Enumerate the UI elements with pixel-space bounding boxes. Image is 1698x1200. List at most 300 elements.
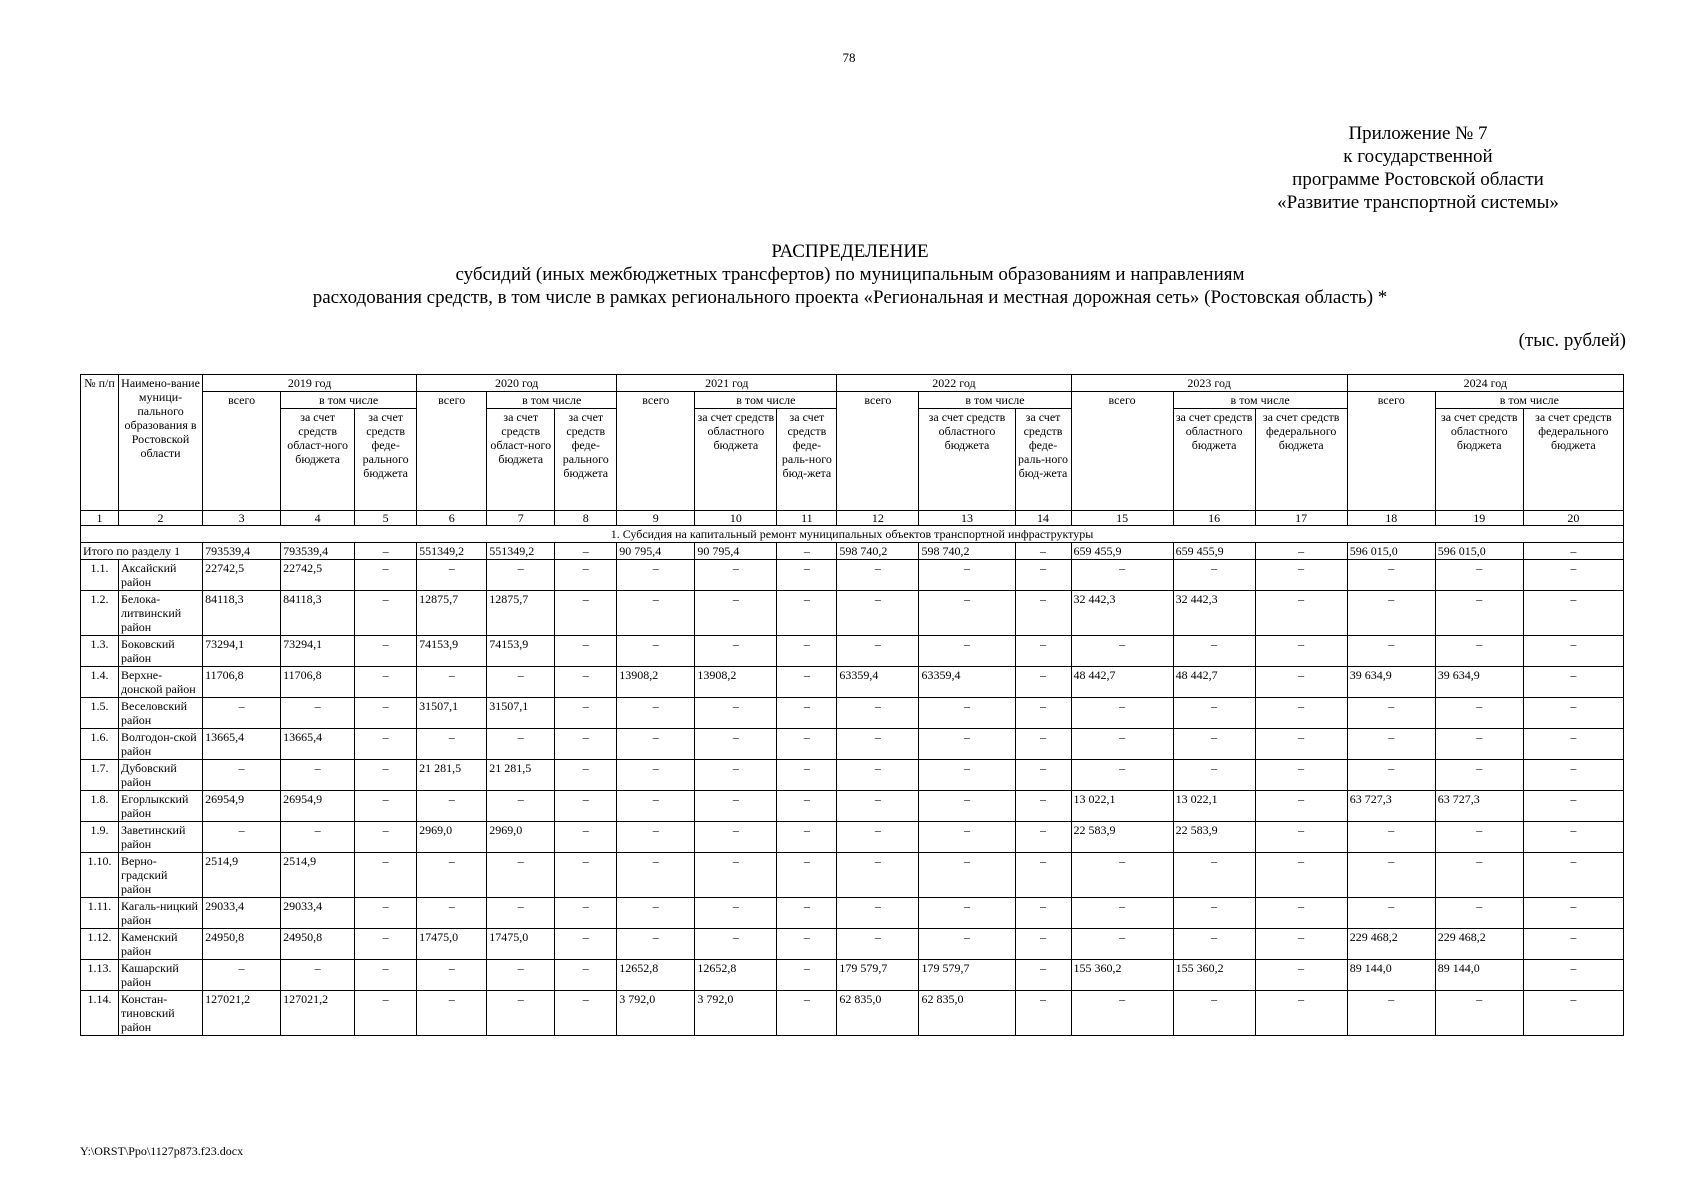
value-cell: 84118,3 (281, 591, 355, 636)
table-row (81, 591, 1624, 636)
value-cell: – (777, 560, 837, 591)
value-cell: 12652,8 (695, 960, 777, 991)
value-cell: – (617, 560, 695, 591)
value-cell: 29033,4 (203, 898, 281, 929)
value-cell: – (1523, 898, 1623, 929)
value-cell: – (1435, 991, 1523, 1036)
value-cell: – (487, 991, 555, 1036)
value-cell: – (1523, 991, 1623, 1036)
value-cell: – (777, 636, 837, 667)
value-cell: – (1347, 636, 1435, 667)
table-row (81, 898, 1624, 929)
value-cell: 26954,9 (203, 791, 281, 822)
value-cell: – (281, 698, 355, 729)
value-cell: – (777, 822, 837, 853)
column-index: 20 (1523, 511, 1623, 526)
value-cell: – (555, 960, 617, 991)
value-cell: – (555, 929, 617, 960)
value-cell: – (1523, 960, 1623, 991)
column-index: 19 (1435, 511, 1523, 526)
column-index: 9 (617, 511, 695, 526)
value-cell: – (1435, 898, 1523, 929)
value-cell: 12875,7 (487, 591, 555, 636)
value-cell: – (417, 667, 487, 698)
row-number: 1.12. (81, 929, 119, 960)
value-cell: 26954,9 (281, 791, 355, 822)
value-cell: – (1173, 760, 1255, 791)
value-cell: – (203, 960, 281, 991)
table-row (81, 729, 1624, 760)
row-number: 1.2. (81, 591, 119, 636)
value-cell: – (355, 591, 417, 636)
incl-header: в том числе (487, 392, 617, 409)
value-cell: – (695, 791, 777, 822)
value-cell: – (1015, 560, 1071, 591)
value-cell: – (355, 729, 417, 760)
incl-header: в том числе (1173, 392, 1347, 409)
value-cell: 13 022,1 (1071, 791, 1173, 822)
value-cell: – (695, 898, 777, 929)
year-header: 2020 год (417, 375, 617, 392)
value-cell: – (1173, 853, 1255, 898)
value-cell: – (355, 636, 417, 667)
value-cell: 73294,1 (281, 636, 355, 667)
value-cell: 229 468,2 (1435, 929, 1523, 960)
value-cell: – (777, 667, 837, 698)
value-cell: – (355, 991, 417, 1036)
value-cell: – (837, 729, 919, 760)
value-cell: – (777, 929, 837, 960)
value-cell: – (777, 760, 837, 791)
value-cell: – (555, 898, 617, 929)
value-cell: 74153,9 (487, 636, 555, 667)
value-cell: – (617, 591, 695, 636)
value-cell: 32 442,3 (1173, 591, 1255, 636)
total-header: всего (1071, 392, 1173, 511)
value-cell: – (555, 698, 617, 729)
value-cell: 793539,4 (203, 543, 281, 560)
value-cell: – (837, 560, 919, 591)
value-cell: – (1523, 853, 1623, 898)
value-cell: 62 835,0 (837, 991, 919, 1036)
value-cell: – (1015, 960, 1071, 991)
value-cell: – (1071, 636, 1173, 667)
column-index: 16 (1173, 511, 1255, 526)
value-cell: 13908,2 (695, 667, 777, 698)
municipality-name: Дубовский район (119, 760, 203, 791)
value-cell: 2514,9 (281, 853, 355, 898)
value-cell: – (417, 960, 487, 991)
value-cell: – (1255, 991, 1347, 1036)
value-cell: – (777, 591, 837, 636)
value-cell: – (1347, 698, 1435, 729)
total-header: всего (837, 392, 919, 511)
value-cell: 32 442,3 (1071, 591, 1173, 636)
value-cell: – (355, 560, 417, 591)
value-cell: – (555, 853, 617, 898)
incl-header: в том числе (281, 392, 417, 409)
value-cell: – (1255, 729, 1347, 760)
value-cell: – (617, 698, 695, 729)
value-cell: – (355, 543, 417, 560)
value-cell: – (1255, 898, 1347, 929)
column-index: 12 (837, 511, 919, 526)
column-index: 17 (1255, 511, 1347, 526)
value-cell: – (355, 698, 417, 729)
column-index-row (81, 511, 1624, 526)
value-cell: 48 442,7 (1071, 667, 1173, 698)
federal-budget-header: за счет средств феде-рального бюджета (555, 409, 617, 511)
value-cell: – (555, 791, 617, 822)
value-cell: 13 022,1 (1173, 791, 1255, 822)
value-cell: – (1347, 591, 1435, 636)
column-index: 18 (1347, 511, 1435, 526)
value-cell: – (1015, 729, 1071, 760)
value-cell: – (487, 853, 555, 898)
value-cell: – (919, 822, 1015, 853)
value-cell: – (777, 960, 837, 991)
year-header: 2019 год (203, 375, 417, 392)
value-cell: 39 634,9 (1347, 667, 1435, 698)
value-cell: 21 281,5 (487, 760, 555, 791)
value-cell: – (487, 667, 555, 698)
value-cell: 551349,2 (487, 543, 555, 560)
value-cell: – (1347, 991, 1435, 1036)
row-number: 1.14. (81, 991, 119, 1036)
value-cell: 596 015,0 (1435, 543, 1523, 560)
value-cell: – (837, 698, 919, 729)
regional-budget-header: за счет средств област-ного бюджета (487, 409, 555, 511)
row-number: 1.4. (81, 667, 119, 698)
value-cell: – (1173, 560, 1255, 591)
page-number: 78 (842, 50, 856, 65)
appendix-line: к государственной (1343, 146, 1493, 167)
units-label: (тыс. рублей) (1518, 330, 1626, 351)
value-cell: 2514,9 (203, 853, 281, 898)
column-index: 13 (919, 511, 1015, 526)
row-number: 1.10. (81, 853, 119, 898)
row-number: 1.13. (81, 960, 119, 991)
value-cell: – (555, 543, 617, 560)
value-cell: – (1173, 991, 1255, 1036)
value-cell: – (837, 636, 919, 667)
value-cell: 551349,2 (417, 543, 487, 560)
municipality-name: Кашарский район (119, 960, 203, 991)
section-title: 1. Субсидия на капитальный ремонт муниципальных объектов транспортной инфраструктуры (81, 526, 1624, 543)
column-index: 15 (1071, 511, 1173, 526)
column-index: 5 (355, 511, 417, 526)
value-cell: – (1173, 636, 1255, 667)
value-cell: – (919, 729, 1015, 760)
value-cell: 63 727,3 (1435, 791, 1523, 822)
value-cell: – (1347, 560, 1435, 591)
municipality-name: Кагаль-ницкий район (119, 898, 203, 929)
value-cell: – (1523, 791, 1623, 822)
value-cell: – (1015, 543, 1071, 560)
col-header-name: Наимено-вание муници-пального образования в Ростовской области (119, 375, 203, 511)
row-number: 1.9. (81, 822, 119, 853)
value-cell: – (1015, 898, 1071, 929)
value-cell: 155 360,2 (1071, 960, 1173, 991)
value-cell: – (837, 929, 919, 960)
title-line: расходования средств, в том числе в рамках регионального проекта «Региональная и местная дорожная сеть» (Ростовская область) * (312, 287, 1388, 308)
value-cell: – (1071, 729, 1173, 760)
value-cell: – (355, 898, 417, 929)
value-cell: 48 442,7 (1173, 667, 1255, 698)
file-path-footer: Y:\ORST\Ppo\1127p873.f23.docx (80, 1144, 244, 1158)
value-cell: – (487, 791, 555, 822)
regional-budget-header: за счет средств областного бюджета (1435, 409, 1523, 511)
column-index: 10 (695, 511, 777, 526)
value-cell: – (1255, 822, 1347, 853)
value-cell: – (1523, 560, 1623, 591)
value-cell: – (417, 853, 487, 898)
regional-budget-header: за счет средств област-ного бюджета (281, 409, 355, 511)
value-cell: – (837, 760, 919, 791)
value-cell: – (695, 929, 777, 960)
value-cell: 63 727,3 (1347, 791, 1435, 822)
total-header: всего (617, 392, 695, 511)
column-index: 3 (203, 511, 281, 526)
value-cell: – (1173, 929, 1255, 960)
value-cell: – (1071, 560, 1173, 591)
column-index: 11 (777, 511, 837, 526)
value-cell: – (1523, 667, 1623, 698)
value-cell: – (1173, 729, 1255, 760)
value-cell: – (1015, 698, 1071, 729)
value-cell: – (1255, 543, 1347, 560)
value-cell: 63359,4 (919, 667, 1015, 698)
incl-header: в том числе (695, 392, 837, 409)
table-row (81, 698, 1624, 729)
value-cell: 13908,2 (617, 667, 695, 698)
value-cell: 22742,5 (281, 560, 355, 591)
federal-budget-header: за счет средств федерального бюджета (1523, 409, 1623, 511)
value-cell: – (919, 591, 1015, 636)
value-cell: – (777, 898, 837, 929)
value-cell: – (777, 729, 837, 760)
value-cell: – (1255, 636, 1347, 667)
value-cell: – (1173, 698, 1255, 729)
municipality-name: Каменский район (119, 929, 203, 960)
value-cell: – (1015, 760, 1071, 791)
value-cell: – (617, 791, 695, 822)
value-cell: 11706,8 (203, 667, 281, 698)
year-header: 2021 год (617, 375, 837, 392)
value-cell: – (1523, 591, 1623, 636)
value-cell: 179 579,7 (837, 960, 919, 991)
value-cell: 13665,4 (281, 729, 355, 760)
total-header: всего (1347, 392, 1435, 511)
total-row (81, 543, 1624, 560)
row-number: 1.5. (81, 698, 119, 729)
table-row (81, 929, 1624, 960)
value-cell: – (487, 729, 555, 760)
incl-header: в том числе (919, 392, 1071, 409)
value-cell: – (837, 822, 919, 853)
value-cell: – (1435, 698, 1523, 729)
value-cell: 90 795,4 (617, 543, 695, 560)
total-label: Итого по разделу 1 (81, 543, 203, 560)
regional-budget-header: за счет средств областного бюджета (1173, 409, 1255, 511)
municipality-name: Боковский район (119, 636, 203, 667)
value-cell: – (487, 560, 555, 591)
value-cell: 63359,4 (837, 667, 919, 698)
value-cell: – (203, 760, 281, 791)
value-cell: – (1435, 636, 1523, 667)
value-cell: – (695, 560, 777, 591)
year-header: 2022 год (837, 375, 1071, 392)
column-index: 4 (281, 511, 355, 526)
value-cell: – (1347, 729, 1435, 760)
municipality-name: Белока-литвинский район (119, 591, 203, 636)
table-row (81, 560, 1624, 591)
value-cell: – (1255, 667, 1347, 698)
value-cell: – (355, 791, 417, 822)
value-cell: – (1255, 853, 1347, 898)
value-cell: – (355, 929, 417, 960)
value-cell: – (695, 591, 777, 636)
value-cell: – (555, 667, 617, 698)
value-cell: – (617, 853, 695, 898)
title-line: субсидий (иных межбюджетных трансфертов) по муниципальным образованиям и направлениям (455, 264, 1245, 285)
value-cell: – (1071, 991, 1173, 1036)
document-title (150, 240, 1550, 309)
value-cell: – (1523, 543, 1623, 560)
value-cell: 39 634,9 (1435, 667, 1523, 698)
value-cell: – (1523, 636, 1623, 667)
value-cell: – (1255, 760, 1347, 791)
value-cell: – (1173, 898, 1255, 929)
value-cell: – (417, 729, 487, 760)
municipality-name: Заветинский район (119, 822, 203, 853)
value-cell: – (1015, 636, 1071, 667)
value-cell: – (1523, 698, 1623, 729)
municipality-name: Констан-тиновский район (119, 991, 203, 1036)
value-cell: 127021,2 (281, 991, 355, 1036)
value-cell: – (617, 729, 695, 760)
value-cell: – (919, 929, 1015, 960)
value-cell: – (837, 853, 919, 898)
value-cell: – (1347, 898, 1435, 929)
value-cell: – (1255, 591, 1347, 636)
distribution-table (80, 374, 1624, 1036)
column-index: 8 (555, 511, 617, 526)
federal-budget-header: за счет средств феде-раль-ного бюд-жета (1015, 409, 1071, 511)
value-cell: 31507,1 (487, 698, 555, 729)
value-cell: – (1523, 729, 1623, 760)
value-cell: – (281, 822, 355, 853)
value-cell: – (617, 822, 695, 853)
value-cell: – (1523, 822, 1623, 853)
row-number: 1.8. (81, 791, 119, 822)
value-cell: – (355, 760, 417, 791)
value-cell: – (1347, 853, 1435, 898)
value-cell: 31507,1 (417, 698, 487, 729)
value-cell: – (1015, 667, 1071, 698)
value-cell: – (837, 791, 919, 822)
value-cell: – (355, 822, 417, 853)
row-number: 1.3. (81, 636, 119, 667)
value-cell: – (555, 636, 617, 667)
municipality-name: Веселовский район (119, 698, 203, 729)
value-cell: – (617, 898, 695, 929)
value-cell: – (203, 698, 281, 729)
value-cell: – (1347, 760, 1435, 791)
value-cell: 229 468,2 (1347, 929, 1435, 960)
value-cell: – (695, 729, 777, 760)
value-cell: 3 792,0 (617, 991, 695, 1036)
table-row (81, 991, 1624, 1036)
value-cell: 659 455,9 (1071, 543, 1173, 560)
federal-budget-header: за счет средств феде-рального бюджета (355, 409, 417, 511)
value-cell: – (777, 853, 837, 898)
total-header: всего (417, 392, 487, 511)
value-cell: 24950,8 (281, 929, 355, 960)
table-row (81, 791, 1624, 822)
value-cell: – (777, 698, 837, 729)
value-cell: – (555, 560, 617, 591)
table-row (81, 853, 1624, 898)
value-cell: 24950,8 (203, 929, 281, 960)
value-cell: – (1071, 898, 1173, 929)
value-cell: – (1015, 929, 1071, 960)
value-cell: – (1347, 822, 1435, 853)
value-cell: – (1255, 560, 1347, 591)
value-cell: 179 579,7 (919, 960, 1015, 991)
value-cell: – (919, 760, 1015, 791)
table-row (81, 960, 1624, 991)
value-cell: 22 583,9 (1071, 822, 1173, 853)
value-cell: 21 281,5 (417, 760, 487, 791)
value-cell: 12652,8 (617, 960, 695, 991)
value-cell: – (555, 760, 617, 791)
value-cell: – (487, 898, 555, 929)
value-cell: – (555, 591, 617, 636)
value-cell: – (555, 822, 617, 853)
value-cell: 596 015,0 (1347, 543, 1435, 560)
table-row (81, 636, 1624, 667)
value-cell: 13665,4 (203, 729, 281, 760)
appendix-line: Приложение № 7 (1348, 123, 1488, 144)
value-cell: 73294,1 (203, 636, 281, 667)
value-cell: – (203, 822, 281, 853)
value-cell: 89 144,0 (1435, 960, 1523, 991)
value-cell: – (1071, 853, 1173, 898)
value-cell: – (555, 729, 617, 760)
value-cell: – (1255, 929, 1347, 960)
row-number: 1.1. (81, 560, 119, 591)
value-cell: – (1435, 853, 1523, 898)
value-cell: – (919, 698, 1015, 729)
municipality-name: Верно-градский район (119, 853, 203, 898)
value-cell: 155 360,2 (1173, 960, 1255, 991)
value-cell: 659 455,9 (1173, 543, 1255, 560)
column-index: 6 (417, 511, 487, 526)
value-cell: – (695, 636, 777, 667)
column-index: 1 (81, 511, 119, 526)
total-header: всего (203, 392, 281, 511)
regional-budget-header: за счет средств областного бюджета (695, 409, 777, 511)
municipality-name: Егорлыкский район (119, 791, 203, 822)
value-cell: – (919, 791, 1015, 822)
value-cell: – (617, 760, 695, 791)
value-cell: – (1255, 698, 1347, 729)
value-cell: – (1015, 991, 1071, 1036)
value-cell: 90 795,4 (695, 543, 777, 560)
value-cell: 84118,3 (203, 591, 281, 636)
value-cell: – (1015, 853, 1071, 898)
